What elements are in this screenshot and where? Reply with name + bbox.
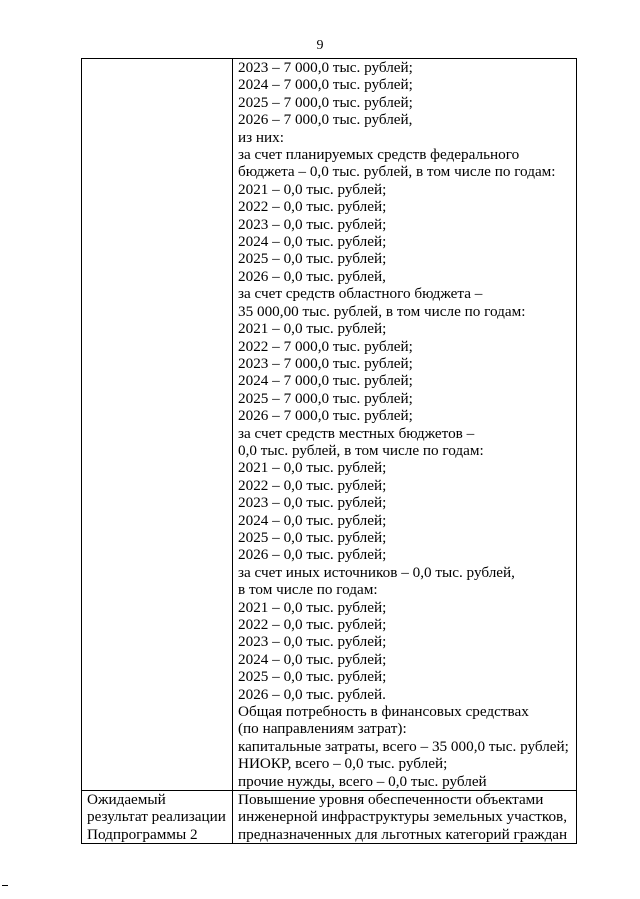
expected-result-value-line: Повышение уровня обеспеченности объектами xyxy=(238,791,544,809)
funding-line: 2024 – 0,0 тыс. рублей; xyxy=(238,511,387,529)
expected-result-row xyxy=(82,791,577,844)
expected-result-label-line: Подпрограммы 2 xyxy=(87,825,198,843)
funding-line: 2025 – 0,0 тыс. рублей; xyxy=(238,528,387,546)
funding-line: 2022 – 0,0 тыс. рублей; xyxy=(238,198,387,216)
expected-result-label-line: результат реализации xyxy=(87,808,226,826)
funding-line: 2023 – 0,0 тыс. рублей; xyxy=(238,494,387,512)
funding-line: 35 000,00 тыс. рублей, в том числе по годам: xyxy=(238,302,526,320)
funding-line: прочие нужды, всего – 0,0 тыс. рублей xyxy=(238,772,487,790)
expected-result-label-line: Ожидаемый xyxy=(87,791,166,809)
funding-line: 2022 – 0,0 тыс. рублей; xyxy=(238,476,387,494)
funding-line: 2024 – 0,0 тыс. рублей; xyxy=(238,650,387,668)
funding-line: 2021 – 0,0 тыс. рублей; xyxy=(238,180,387,198)
expected-result-value-cell xyxy=(233,791,577,844)
funding-line: в том числе по годам: xyxy=(238,581,378,599)
funding-line: 2025 – 7 000,0 тыс. рублей; xyxy=(238,389,413,407)
funding-line: 2023 – 7 000,0 тыс. рублей; xyxy=(238,59,413,76)
funding-line: 2026 – 7 000,0 тыс. рублей, xyxy=(238,111,413,129)
funding-row xyxy=(82,59,577,791)
funding-line: из них: xyxy=(238,128,284,146)
funding-line: 2025 – 0,0 тыс. рублей; xyxy=(238,668,387,686)
funding-line: 2022 – 0,0 тыс. рублей; xyxy=(238,616,387,633)
funding-line: (по направлениям затрат): xyxy=(238,720,407,738)
funding-line: 2023 – 7 000,0 тыс. рублей; xyxy=(238,354,413,372)
funding-line: 2023 – 0,0 тыс. рублей; xyxy=(238,215,387,233)
funding-line: 2021 – 0,0 тыс. рублей; xyxy=(238,459,387,477)
funding-line: бюджета – 0,0 тыс. рублей, в том числе по годам: xyxy=(238,163,556,181)
funding-line: 2026 – 0,0 тыс. рублей. xyxy=(238,685,386,703)
funding-value-cell xyxy=(233,59,577,791)
funding-line: 2025 – 0,0 тыс. рублей; xyxy=(238,250,387,268)
expected-result-label-cell xyxy=(82,791,233,844)
funding-line: 2024 – 7 000,0 тыс. рублей; xyxy=(238,372,413,390)
funding-line: 2022 – 7 000,0 тыс. рублей; xyxy=(238,337,413,355)
funding-line: Общая потребность в финансовых средствах xyxy=(238,703,529,721)
funding-label-cell xyxy=(82,59,233,791)
expected-result-value-line: инженерной инфраструктуры земельных участков, xyxy=(238,808,568,826)
funding-line: 2025 – 7 000,0 тыс. рублей; xyxy=(238,93,413,111)
funding-line: 2026 – 7 000,0 тыс. рублей; xyxy=(238,407,413,425)
funding-line: 2021 – 0,0 тыс. рублей; xyxy=(238,598,387,616)
subprogram-passport-table xyxy=(81,58,577,844)
page-number: 9 xyxy=(316,38,324,53)
funding-line: 2023 – 0,0 тыс. рублей; xyxy=(238,633,387,651)
funding-line: 2026 – 0,0 тыс. рублей, xyxy=(238,267,386,285)
expected-result-value-line: предназначенных для льготных категорий граждан xyxy=(238,825,568,843)
funding-line: 0,0 тыс. рублей, в том числе по годам: xyxy=(238,441,484,459)
margin-mark xyxy=(2,885,8,886)
funding-line: 2024 – 7 000,0 тыс. рублей; xyxy=(238,76,413,94)
funding-line: 2024 – 0,0 тыс. рублей; xyxy=(238,233,387,251)
funding-line: за счет планируемых средств федерального xyxy=(238,146,520,164)
funding-line: за счет средств местных бюджетов – xyxy=(238,424,475,442)
funding-line: НИОКР, всего – 0,0 тыс. рублей; xyxy=(238,755,448,773)
funding-line: за счет иных источников – 0,0 тыс. рублей, xyxy=(238,563,515,581)
funding-line: 2026 – 0,0 тыс. рублей; xyxy=(238,546,387,564)
funding-line: 2021 – 0,0 тыс. рублей; xyxy=(238,320,387,338)
funding-line: за счет средств областного бюджета – xyxy=(238,285,483,303)
funding-line: капитальные затраты, всего – 35 000,0 тыс. рублей; xyxy=(238,737,569,755)
